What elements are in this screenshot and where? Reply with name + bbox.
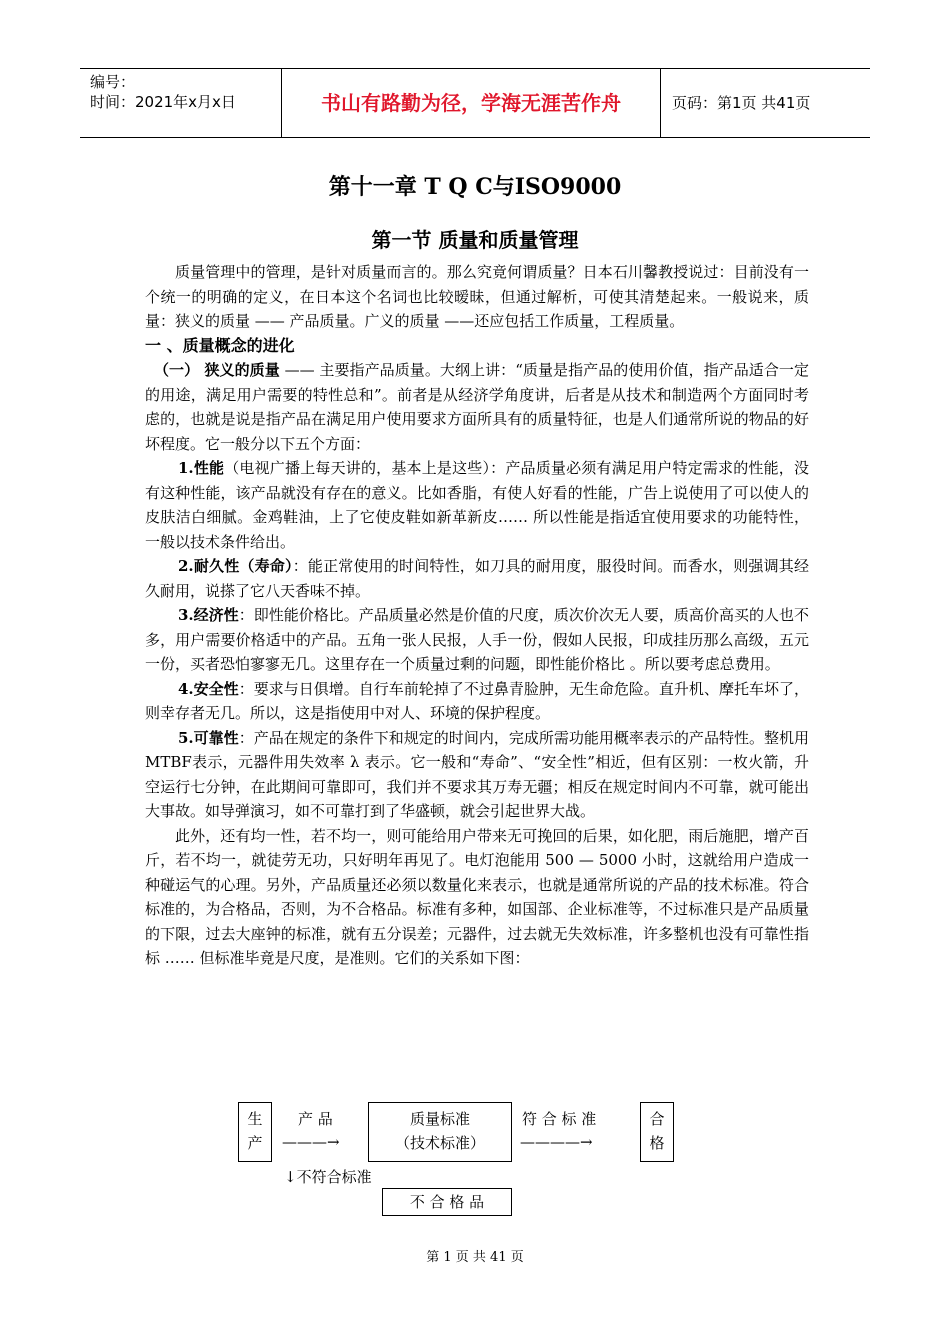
paragraph-safety xyxy=(145,677,809,726)
pass-box xyxy=(640,1102,674,1162)
header-page-number: 页码：第1页 共41页 xyxy=(672,94,811,112)
performance-label: 1.性能 xyxy=(178,459,225,477)
durability-text: ：能正常使用的时间特性，如刀具的耐用度，服役时间。而香水，则强调其经久耐用，说搽了它八天香味不掉。 xyxy=(145,557,809,600)
paragraph-reliability xyxy=(145,726,809,824)
intro-paragraph: 质量管理中的管理，是针对质量而言的。那么究竟何谓质量？日本石川馨教授说过：目前没有一个统一的明确的定义，在日本这个名词也比较暧昧，但通过解析，可使其清楚起来。一般说来，质量：狭义的质量 —— 产品质量。广义的质量 ——还应包括工作质量，工程质量。 xyxy=(145,263,809,330)
pass-box-label-1: 合 xyxy=(649,1110,665,1128)
page-footer: 第 1 页 共 41 页 xyxy=(426,1250,524,1265)
document-date: 时间：2021年x月x日 xyxy=(90,93,236,111)
nonconforming-box: 不 合 格 品 xyxy=(382,1188,512,1216)
header-motto: 书山有路勤为径，学海无涯苦作舟 xyxy=(321,91,621,115)
production-box-label-1: 生 xyxy=(247,1110,263,1128)
arrow-conform: ————→ xyxy=(520,1133,593,1151)
arrow-product-label: 产 品 xyxy=(298,1110,333,1128)
body-text xyxy=(145,260,809,971)
paragraph-narrow-quality xyxy=(145,358,809,456)
economy-text: ：即性能价格比。产品质量必然是价值的尺度，质次价次无人要，质高价高买的人也不多，用户需要价格适中的产品。五角一张人民报，人手一份，假如人民报，印成挂历那么高级，五元一份，买者恐怕寥寥无几。这里存在一个质量过剩的问题，即性能价格比 。所以要考虑总费用。 xyxy=(145,606,809,673)
narrow-quality-text: —— 主要指产品质量。大纲上讲：“质量是指产品的使用价值，指产品适合一定的用途，满足用户需要的特性总和”。前者是从经济学角度讲，后者是从技术和制造两个方面同时考虑的，也就是说是指产品在满足用户使用要求方面所具有的质量特征，也是人们通常所说的物品的好坏程度。它一般分以下五个方面： xyxy=(145,361,809,453)
arrow-conform-label: 符 合 标 准 xyxy=(522,1110,597,1128)
reliability-text: ：产品在规定的条件下和规定的时间内，完成所需功能用概率表示的产品特性。整机用MTBF表示，元器件用失效率 λ 表示。它一般和“寿命”、“安全性”相近，但有区别：一枚火箭，升空运行七分钟，在此期间可靠即可，我们并不要求其万寿无疆；相反在规定时间内不可靠，就可能出大事故。如导弹演习，如不可靠打到了华盛顿，就会引起世界大战。 xyxy=(145,728,809,820)
paragraph-performance xyxy=(145,456,809,554)
narrow-quality-label: （一） 狭义的质量 xyxy=(154,361,280,379)
performance-text: （电视广播上每天讲的，基本上是这些）：产品质量必须有满足用户特定需求的性能，没有这种性能，该产品就没有存在的意义。比如香脂，有使人好看的性能，广告上说使用了可以使人的皮肤洁白细腻。金鸡鞋油，上了它使皮鞋如新革新皮…… 所以性能是指适宜使用要求的功能特性，一般以技术条件给出。 xyxy=(145,459,809,551)
pass-box-label-2: 格 xyxy=(649,1134,665,1152)
quality-standard-label: 质量标准 xyxy=(409,1110,470,1128)
document-number-label: 编号： xyxy=(90,73,136,91)
section-title: 第一节 质量和质量管理 xyxy=(371,228,579,252)
paragraph-uniformity: 此外，还有均一性，若不均一，则可能给用户带来无可挽回的后果，如化肥，雨后施肥，增产百斤，若不均一，就徒劳无功，只好明年再见了。电灯泡能用 500 — 5000 小时，这就给用户造成一种碰运气的心理。另外，产品质量还必须以数量化来表示，也就是通常所说的产品的技术标准。符合标准的，为合格品，否则，为不合格品。标准有多种，如国部、企业标准等，不过标准只是产品质量的下限，过去大座钟的标准，就有五分误差；元器件，过去就无失效标准，许多整机也没有可靠性指标 …… 但标准毕竟是尺度，是准则。它们的关系如下图： xyxy=(145,826,809,967)
durability-label: 2.耐久性（寿命） xyxy=(178,557,293,575)
safety-label: 4.安全性 xyxy=(178,679,239,698)
paragraph-economy xyxy=(145,603,809,677)
paragraph-durability xyxy=(145,554,809,603)
technical-standard-label: （技术标准） xyxy=(394,1134,485,1152)
header-divider xyxy=(660,69,661,137)
arrow-product: ———→ xyxy=(282,1133,340,1151)
production-box xyxy=(238,1102,272,1162)
header-left xyxy=(90,72,280,112)
quality-standard-box xyxy=(368,1102,512,1162)
production-box-label-2: 产 xyxy=(247,1134,263,1152)
reliability-label: 5.可靠性 xyxy=(178,728,239,747)
economy-label: 3.经济性 xyxy=(178,606,239,624)
safety-text: ：要求与日俱增。自行车前轮掉了不过鼻青脸肿，无生命危险。直升机、摩托车坏了，则幸存者无几。所以，这是指使用中对人、环境的保护程度。 xyxy=(145,679,809,722)
page-header xyxy=(80,68,870,138)
nonconforming-arrow-label: ↓不符合标准 xyxy=(284,1168,372,1186)
chapter-title: 第十一章 T Q C与ISO9000 xyxy=(328,174,622,200)
heading-quality-evolution: 一 、质量概念的进化 xyxy=(145,335,295,355)
